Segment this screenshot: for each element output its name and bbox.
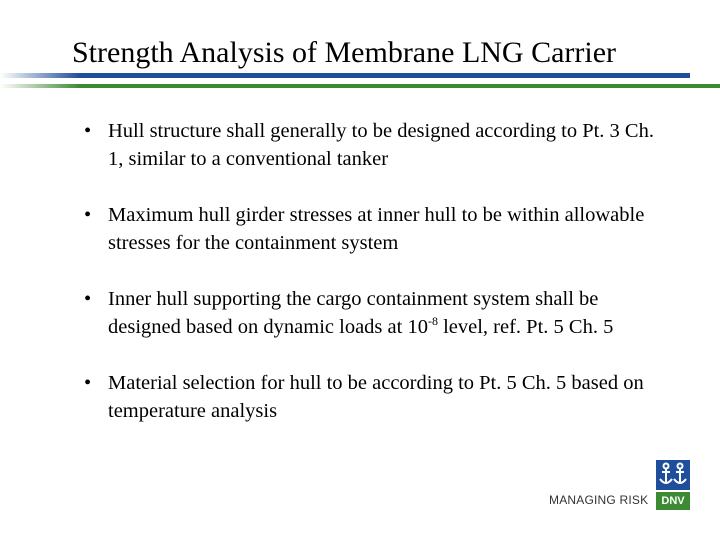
- bullet-text-post: level, ref. Pt. 5 Ch. 5: [437, 316, 614, 338]
- slide-title: Strength Analysis of Membrane LNG Carrier: [72, 36, 617, 69]
- bullet-dot: •: [84, 288, 92, 310]
- bullet-item: [84, 369, 674, 425]
- bullet-item: [84, 285, 674, 341]
- title-rule-green: [0, 84, 720, 88]
- dnv-anchor-icon: [656, 460, 690, 490]
- bullet-dot: •: [84, 372, 92, 394]
- bullet-dot: •: [84, 120, 92, 142]
- bullet-text-pre: Inner hull supporting the cargo containment system shall be designed based on dynamic loads at 10: [108, 288, 599, 338]
- tagline-text: MANAGING RISK: [549, 493, 649, 507]
- bullet-dot: •: [84, 204, 92, 226]
- dnv-wordmark: DNV: [656, 492, 690, 510]
- bullet-text: Hull structure shall generally to be designed according to Pt. 3 Ch. 1, similar to a conventional tanker: [108, 120, 654, 170]
- bullet-text: Material selection for hull to be according to Pt. 5 Ch. 5 based on temperature analysis: [108, 372, 644, 422]
- bullet-item: [84, 201, 674, 257]
- title-rule-blue: [0, 73, 690, 78]
- bullet-exponent: -8: [427, 314, 438, 329]
- title-rule-fade: [0, 73, 80, 89]
- bullet-text: Maximum hull girder stresses at inner hull to be within allowable stresses for the containment system: [108, 204, 645, 254]
- bullet-item: [84, 117, 674, 173]
- bullet-list: [84, 117, 674, 453]
